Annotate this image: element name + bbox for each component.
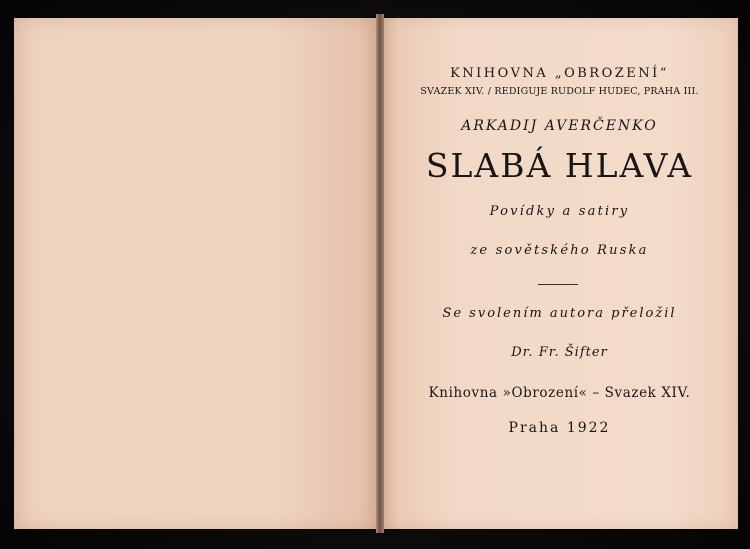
subtitle-line-1: Povídky a satiry — [489, 204, 630, 219]
author-name: ARKADIJ AVERČENKO — [461, 118, 658, 134]
divider-rule — [538, 284, 578, 285]
imprint-line: Knihovna »Obrození« – Svazek XIV. — [428, 385, 691, 401]
left-page-blank — [14, 18, 380, 529]
title-page-content — [381, 0, 738, 549]
series-name: KNIHOVNA „OBROZENÍ“ — [450, 66, 669, 81]
subtitle-line-2: ze sovětského Ruska — [470, 243, 649, 258]
translation-note: Se svolením autora přeložil — [442, 306, 677, 321]
book-title: SLABÁ HLAVA — [425, 146, 694, 185]
translator-name: Dr. Fr. Šifter — [511, 345, 608, 360]
place-and-year: Praha 1922 — [508, 420, 611, 436]
volume-editor-line: SVAZEK XIV. / REDIGUJE RUDOLF HUDEC, PRAHA III. — [420, 86, 699, 97]
